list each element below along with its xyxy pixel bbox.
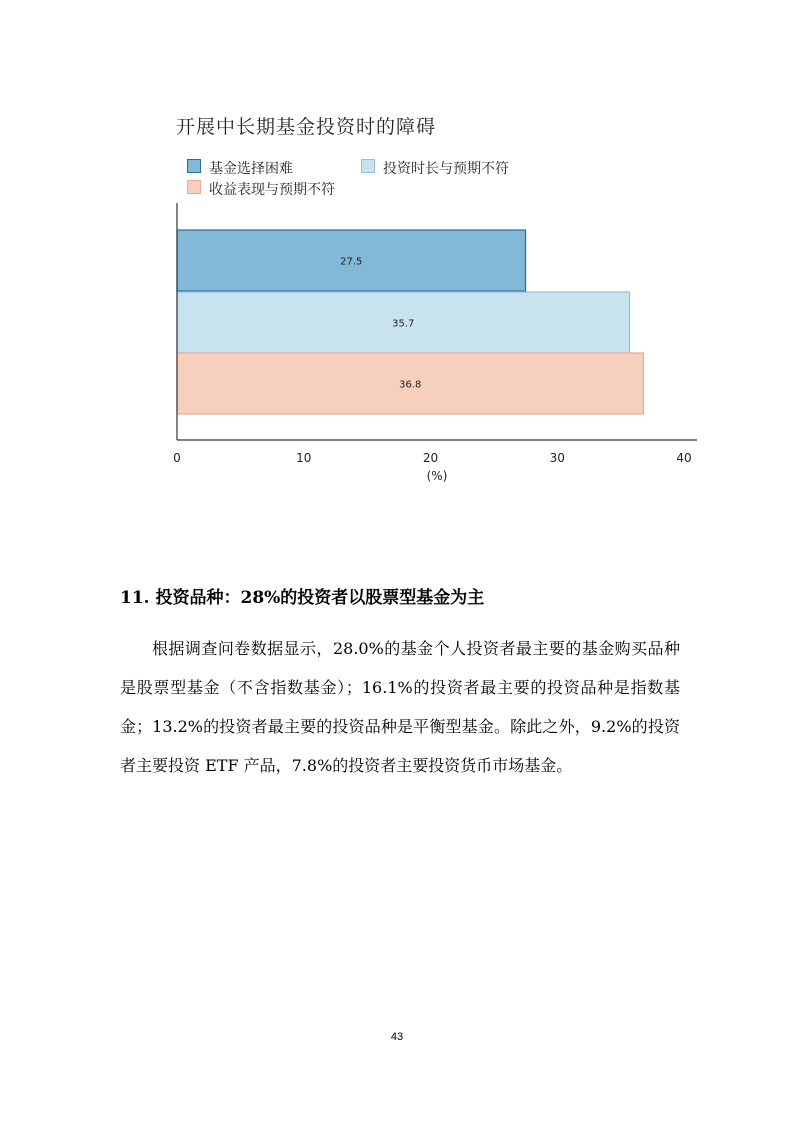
bar-label-0: 27.5 [340,256,363,268]
section-heading: 11. 投资品种：28%的投资者以股票型基金为主 [120,588,485,608]
bar-label-1: 35.7 [392,318,415,330]
bar-label-2: 36.8 [399,379,422,391]
page-number: 43 [390,1031,404,1043]
legend-label-return-performance: 收益表现与预期不符 [209,182,335,198]
x-tick-label-4: 40 [676,451,692,465]
x-tick-label-3: 30 [549,451,565,465]
legend-label-fund-selection: 基金选择困难 [209,161,293,177]
x-tick-label-1: 10 [296,451,312,465]
legend-label-investment-duration: 投资时长与预期不符 [383,161,509,177]
x-axis-label: (%) [426,469,448,483]
body-paragraph: 根据调查问卷数据显示，28.0%的基金个人投资者最主要的基金购买品种是股票型基金（不含指数基金）；16.1%的投资者最主要的投资品种是指数基金；13.2%的投资者最主要的投资品种是平衡型基金。除此之外，9.2%的投资者主要投资 ETF 产品，7.8%的投资者主要投资货币市场基金。 [120,639,680,775]
bar-chart [0,0,794,500]
x-tick-label-0: 0 [173,451,181,465]
chart-title: 开展中长期基金投资时的障碍 [176,116,437,138]
x-tick-label-2: 20 [422,451,439,465]
